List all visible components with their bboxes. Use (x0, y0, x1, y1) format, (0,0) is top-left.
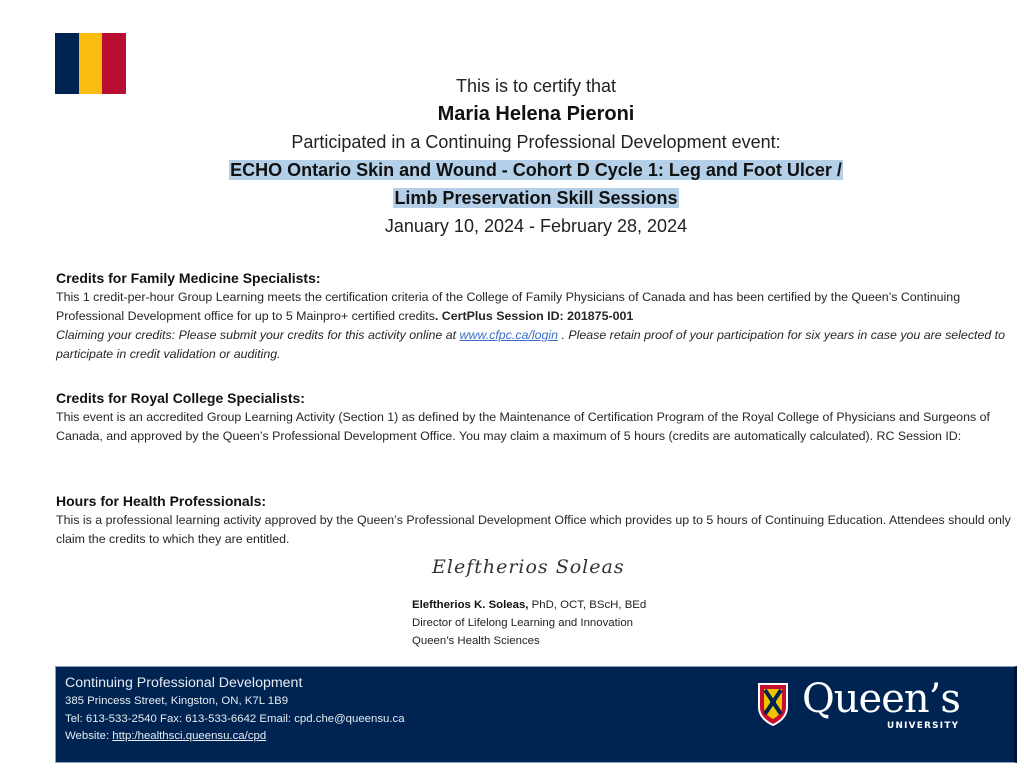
event-dates: January 10, 2024 - February 28, 2024 (384, 216, 688, 236)
claim-instructions (56, 326, 1016, 364)
signer-name: Eleftherios K. Soleas, (412, 599, 529, 611)
health-hours-heading: Hours for Health Professionals: (56, 493, 267, 509)
health-hours-body: This is a professional learning activity approved by the Queen’s Professional Development Office which provides up to 5 hours of Continuing Education. Attendees should only claim the credits to which they are entitled. (56, 513, 1011, 546)
certificate-header (0, 72, 1024, 240)
family-credits-heading: Credits for Family Medicine Specialists: (56, 270, 321, 286)
royal-credits-heading: Credits for Royal College Specialists: (56, 390, 305, 406)
website-link[interactable]: http:/healthsci.queensu.ca/cpd (112, 730, 267, 742)
footer-website (65, 728, 405, 746)
claim-text-pre: Claiming your credits: Please submit your credits for this activity online at (56, 328, 460, 342)
recipient-name: Maria Helena Pieroni (437, 103, 635, 125)
event-title-line2[interactable]: Limb Preservation Skill Sessions (394, 188, 678, 208)
family-medicine-credits (56, 268, 1016, 364)
logo-university: UNIVERSITY (887, 721, 960, 731)
claim-text-post: . Please retain proof of your participation for six years in case you are selected to participate in credit validation or auditing. (56, 328, 1006, 361)
queens-university-logo (756, 676, 976, 740)
footer-contact: Tel: 613-533-2540 Fax: 613-533-6642 Email: cpd.che@queensu.ca (65, 712, 405, 725)
participated-text: Participated in a Continuing Professional Development event: (291, 132, 781, 152)
handwritten-signature: Eleftherios Soleas (432, 556, 625, 578)
cfpc-login-link[interactable]: www.cfpc.ca/login (459, 328, 559, 342)
website-label: Website: (65, 730, 113, 742)
royal-credits-body: This event is an accredited Group Learning Activity (Section 1) as defined by the Maintenance of Certification Program of the Royal College of Physicians and Surgeons of Canada, and approved by the Queen’s Professional Development Office. You may claim a maximum of 5 hours (credits are automatically calculated). RC Session ID: (56, 410, 990, 443)
signer-credentials: PhD, OCT, BScH, BEd (528, 599, 647, 611)
signer-org: Queen’s Health Sciences (412, 635, 540, 647)
logo-wordmark: Queen’s (802, 676, 960, 722)
family-credits-text: This 1 credit-per-hour Group Learning meets the certification criteria of the College of Family Physicians of Canada and has been certified by the Queen’s Continuing Professional Development office for up to 5 Mainpro+ certified credits (56, 290, 961, 323)
footer-banner (55, 666, 1017, 763)
health-professionals-hours (56, 491, 1016, 549)
crest-icon (756, 681, 790, 727)
event-title-line1[interactable]: ECHO Ontario Skin and Wound - Cohort D Cycle 1: Leg and Foot Ulcer / (230, 160, 842, 180)
certplus-session-id: . CertPlus Session ID: 201875-001 (434, 309, 634, 323)
signer-block (412, 596, 646, 650)
family-credits-body (56, 288, 1016, 326)
footer-contact-info (65, 674, 405, 746)
signer-title: Director of Lifelong Learning and Innovation (412, 617, 633, 629)
footer-address: 385 Princess Street, Kingston, ON, K7L 1B9 (65, 695, 289, 707)
royal-college-credits (56, 388, 1016, 446)
certify-text: This is to certify that (455, 76, 617, 96)
footer-org-name: Continuing Professional Development (65, 675, 303, 691)
